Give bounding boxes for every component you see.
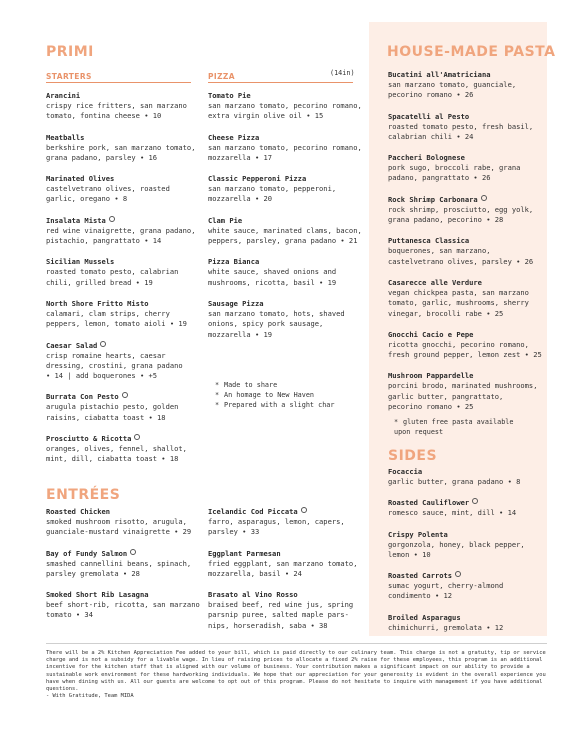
menu-item [46,133,211,164]
menu-item-name [46,507,211,517]
menu-item-name-text: Spacatelli al Pesto [388,111,470,121]
menu-item-description: smashed cannellini beans, spinach, parsley gremolata • 28 [46,558,192,578]
menu-item-name [388,498,548,508]
menu-item-name-text: Smoked Short Rib Lasagna [46,590,149,600]
menu-item-name [388,70,548,80]
dietary-marker-icon [455,571,461,577]
menu-item [388,613,548,633]
menu-item-name-text: Roasted Cauliflower [388,498,470,508]
menu-item-name [208,590,368,600]
menu-item-description: smoked mushroom risotto, arugula, guanciale-mustard vinaigrette • 29 [46,517,192,537]
menu-item-name-text: Burrata Con Pesto [46,392,119,402]
menu-item [46,392,211,423]
menu-item-name-text: Arancini [46,91,81,100]
menu-item-name-text: Crispy Polenta [388,529,448,539]
pizza-note [215,390,335,400]
menu-item-name-text: Brasato al Vino Rosso [208,590,298,600]
menu-item-name [46,174,211,184]
menu-item [208,299,368,340]
menu-item-description: farro, asparagus, lemon, capers, parsley • 33 [208,517,345,537]
pizza-size: (14in) [330,69,355,77]
menu-item [46,174,211,205]
menu-item [388,195,548,226]
menu-item [46,216,211,247]
pizza-heading: PIZZA [208,72,235,81]
menu-item-description: rock shrimp, prosciutto, egg yolk, grana padano, pecorino • 28 [388,204,534,225]
menu-item-description: san marzano tomato, pecorino romano, extra virgin olive oil • 15 [208,101,362,121]
menu-item [388,498,548,518]
dietary-marker-icon [100,341,106,347]
menu-item [208,507,368,538]
dietary-marker-icon [481,195,487,201]
menu-item-description: white sauce, marinated clams, bacon, peppers, parsley, grana padano • 21 [208,225,362,246]
menu-item-name [46,341,211,351]
pizza-note-text: Prepared with a slight char [224,401,335,409]
menu-item-description: calamari, clam strips, cherry peppers, lemon, tomato aioli • 19 [46,308,187,329]
menu-item [388,467,548,487]
menu-item-description: san marzano tomato, pecorino romano, mozzarella • 17 [208,142,362,162]
menu-item-description: castelvetrano olives, roasted garlic, oregano • 8 [46,184,170,204]
pizza-rule [208,82,353,83]
sides-list [388,467,548,644]
sides-heading: SIDES [388,448,438,464]
menu-item-name-text: Gnocchi Cacio e Pepe [388,329,474,339]
menu-item-name [388,195,548,205]
menu-item-name [46,216,211,226]
menu-item-name-text: Pizza Bianca [208,257,260,267]
menu-item-description: crispy rice fritters, san marzano tomato, fontina cheese • 10 [46,101,187,121]
pizza-note-text: Made to share [224,381,278,389]
menu-item-description: crisp romaine hearts, caesar dressing, crostini, grana padano • 14 | add boquerones • +5 [46,350,183,381]
menu-item-name [388,371,548,381]
pizza-notes [215,380,335,410]
menu-item-description: porcini brodo, marinated mushrooms, garlic butter, pangrattato, pecorino romano • 25 [388,381,538,412]
menu-item-description: ricotta gnocchi, pecorino romano, fresh ground pepper, lemon zest • 25 [388,339,542,360]
dietary-marker-icon [130,549,136,555]
footer-divider [46,643,547,644]
menu-item [46,434,211,465]
menu-item-name [388,112,548,122]
menu-item [46,590,211,621]
pizza-note-text: An homage to New Haven [224,391,315,399]
menu-item-name [208,257,368,267]
starters-list [46,91,211,476]
menu-item-description: roasted tomato pesto, fresh basil, calabrian chili • 24 [388,121,534,141]
menu-item-description: san marzano tomato, guanciale, pecorino romano • 26 [388,80,517,100]
menu-item [388,153,548,184]
menu-item-name-text: Sausage Pizza [208,298,264,308]
pasta-heading: HOUSE-MADE PASTA [387,44,556,60]
menu-item-description: pork sugo, broccoli rabe, grana padano, pangrattato • 26 [388,163,521,183]
menu-item [388,371,548,412]
menu-item [208,549,368,580]
menu-item-name-text: Focaccia [388,467,423,476]
menu-item-name [208,299,368,309]
menu-item-name [46,590,211,600]
menu-item-name [46,434,211,444]
menu-item-description: chimichurri, gremolata • 12 [388,622,504,632]
menu-item-name-text: Paccheri Bolognese [388,153,465,163]
menu-item-name [46,257,211,267]
menu-item-description: garlic butter, grana padano • 8 [388,477,521,486]
pasta-list [388,70,548,423]
menu-item-name [208,549,368,559]
dietary-marker-icon [122,392,128,398]
menu-item [208,216,368,247]
menu-item-description: boquerones, san marzano, castelvetrano olives, parsley • 26 [388,246,534,266]
menu-item-name [208,216,368,226]
menu-item [208,257,368,288]
menu-item-description: white sauce, shaved onions and mushrooms, ricotta, basil • 19 [208,267,337,287]
menu-item-name-text: Prosciutto & Ricotta [46,434,132,444]
menu-item-name-text: Broiled Asparagus [388,612,461,622]
menu-item [46,257,211,288]
menu-item [46,507,211,538]
menu-item [388,530,548,561]
menu-item-name [388,278,548,288]
menu-item [388,278,548,319]
menu-item-name [388,571,548,581]
menu-item-name [46,133,211,143]
gluten-free-note: * gluten free pasta available upon request [394,418,514,436]
pizza-note [215,400,335,410]
dietary-marker-icon [301,507,307,513]
menu-item-name [208,133,368,143]
menu-item-description: vegan chickpea pasta, san marzano tomato, garlic, mushrooms, sherry vinegar, brocolli rabe • 25 [388,287,529,318]
menu-item [46,549,211,580]
entrees-heading: ENTRÉES [46,487,121,503]
menu-item-name-text: Clam Pie [208,215,243,225]
starters-heading: STARTERS [46,72,92,81]
primi-heading: PRIMI [46,44,94,60]
entrees-list-right [208,507,368,642]
menu-item [46,341,211,382]
menu-item-name-text: Casarecce alle Verdure [388,277,482,287]
menu-item [208,174,368,205]
menu-item-name-text: Meatballs [46,132,85,142]
menu-item [388,571,548,602]
menu-item-name [388,330,548,340]
menu-item-name [46,299,211,309]
menu-item-name-text: Sicilian Mussels [46,257,115,267]
menu-item-description: san marzano tomato, hots, shaved onions, spicy pork sausage, mozzarella • 19 [208,308,345,339]
menu-item-name-text: Insalata Mista [46,215,106,225]
menu-item-name [208,174,368,184]
menu-item-name [388,530,548,540]
menu-item-name-text: Roasted Carrots [388,571,453,581]
menu-item-name-text: Roasted Chicken [46,507,111,516]
starters-rule [46,82,191,83]
asterisk-icon: * [215,401,220,409]
menu-item-name-text: Tomato Pie [208,91,251,100]
menu-item-name-text: Bucatini all'Amatriciana [388,70,491,79]
menu-item-name-text: Puttanesca Classica [388,236,470,246]
menu-item-name-text: Eggplant Parmesan [208,548,281,558]
menu-item-name-text: Marinated Olives [46,174,115,184]
menu-item [388,330,548,361]
menu-item-name [388,467,548,477]
gluten-free-note-text: gluten free pasta available upon request [394,418,514,436]
menu-item [388,70,548,101]
menu-item-name-text: Mushroom Pappardelle [388,371,474,381]
menu-item-name [208,507,368,517]
menu-item [388,236,548,267]
menu-item [208,590,368,631]
menu-item-description: berkshire pork, san marzano tomato, grana padano, parsley • 16 [46,142,196,162]
menu-item-name [46,549,211,559]
pizza-list [208,91,368,351]
menu-item-description: gorgonzola, honey, black pepper, lemon • 10 [388,539,525,559]
menu-item-description: sumac yogurt, cherry-almond condimento • 12 [388,581,504,601]
menu-item-name [388,236,548,246]
menu-item-description: roasted tomato pesto, calabrian chili, grilled bread • 19 [46,267,179,287]
menu-item [208,91,368,122]
menu-item-name-text: Classic Pepperoni Pizza [208,174,307,184]
menu-item-description: beef short-rib, ricotta, san marzano tomato • 34 [46,600,200,620]
menu-item-name-text: Cheese Pizza [208,132,260,142]
menu-item [388,112,548,143]
menu-item-name-text: Rock Shrimp Carbonara [388,194,478,204]
menu-item-name-text: North Shore Fritto Misto [46,298,149,308]
menu-item-name-text: Icelandic Cod Piccata [208,507,298,516]
menu-item [46,299,211,330]
menu-item-description: fried eggplant, san marzano tomato, mozzarella, basil • 24 [208,558,358,578]
menu-item-description: braised beef, red wine jus, spring parsnip puree, salted maple pars- nips, horseradish, saba • 38 [208,600,354,630]
menu-item [208,133,368,164]
menu-item [46,91,211,122]
menu-item-name-text: Bay of Fundy Salmon [46,548,128,558]
asterisk-icon: * [215,391,220,399]
menu-item-description: romesco sauce, mint, dill • 14 [388,508,517,518]
menu-item-name [46,91,211,101]
menu-item-description: oranges, olives, fennel, shallot, mint, dill, ciabatta toast • 18 [46,444,187,464]
menu-item-name [388,153,548,163]
menu-item-description: arugula pistachio pesto, golden raisins, ciabatta toast • 18 [46,402,179,422]
entrees-list-left [46,507,211,632]
menu-item-name [46,392,211,402]
footer-disclaimer: There will be a 2% Kitchen Appreciation Fee added to your bill, which is paid directly to our culinary team. This charge is not a gratuity, tip or service charge and is not a subsidy for a livable wage. In lieu of raising prices to allocate a fixed 2% raise for these employees, this program is an additional incentive for the kitchen staff that is aligned with our volume of business. Your contribution makes a significant impact on our ability to provide a sustainable work environment for these hardworking individuals. We hope that our appreciation for your generosity is evident in the overall experience you have when dining with us. All our guests are welcome to opt out of this program. Please do not hesitate to inquire with management if you have additional questions. - With Gratitude, Team MIDA [46,650,546,700]
dietary-marker-icon [134,434,140,440]
dietary-marker-icon [472,498,478,504]
asterisk-icon: * [215,381,220,389]
pizza-note [215,380,335,390]
menu-item-name-text: Caesar Salad [46,340,98,350]
dietary-marker-icon [109,216,115,222]
menu-item-description: san marzano tomato, pepperoni, mozzarella • 20 [208,184,337,204]
menu-item-name [388,613,548,623]
menu-item-description: red wine vinaigrette, grana padano, pistachio, pangrattato • 14 [46,225,196,246]
menu-item-name [208,91,368,101]
